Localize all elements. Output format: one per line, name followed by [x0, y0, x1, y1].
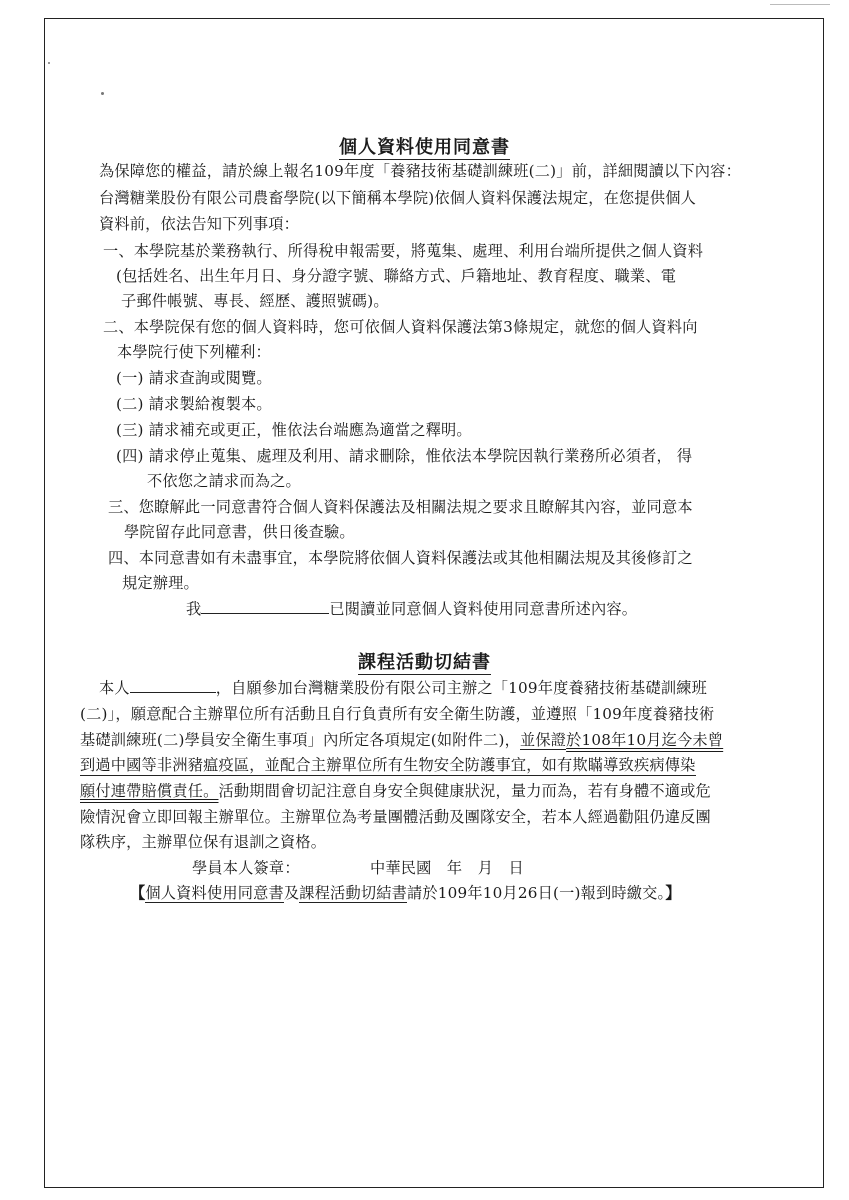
consent-item-2: 本學院行使下列權利：	[117, 343, 271, 361]
bracket-open: 【	[130, 884, 146, 902]
pledge-line	[99, 677, 707, 698]
consent-item-3: 學院留存此同意書，供日後查驗。	[124, 523, 355, 541]
pledge-line	[80, 729, 723, 750]
date-label: 中華民國 年 月 日	[370, 859, 524, 877]
consent-item-4: 四、本同意書如有未盡事宜，本學院將依個人資料保護法或其他相關法規及其後修訂之	[108, 549, 693, 567]
consent-right: 不依您之請求而為之。	[147, 472, 301, 490]
pledge-underlined-text: 並保證	[519, 731, 567, 749]
pledge-name-blank[interactable]	[130, 678, 216, 693]
footer-text: 請於109年10月26日(一)報到時繳交。	[407, 884, 666, 902]
agree-suffix: 已閱讀並同意個人資料使用同意書所述內容。	[329, 600, 638, 618]
consent-right: (二) 請求製給複製本。	[116, 395, 272, 413]
agree-prefix: 我	[186, 600, 202, 618]
consent-agreement	[186, 598, 637, 619]
pledge-text: 本人	[99, 679, 130, 697]
consent-right: (四) 請求停止蒐集、處理及利用、請求刪除，惟依法本學院因執行業務所必須者， 得	[116, 447, 693, 465]
consent-title: 個人資料使用同意書	[339, 137, 510, 158]
pledge-line: (二)」，願意配合主辦單位所有活動且自行負責所有安全衛生防護，並遵照「109年度養豬技術	[80, 705, 715, 723]
consent-intro-line: 台灣糖業股份有限公司農畜學院(以下簡稱本學院)依個人資料保護法規定，在您提供個人	[99, 189, 696, 207]
pledge-line	[80, 780, 711, 801]
pledge-double-underlined-text: 願付連帶賠償責任。	[80, 782, 219, 800]
consent-item-1: (包括姓名、出生年月日、身分證字號、聯絡方式、戶籍地址、教育程度、職業、電	[116, 267, 677, 285]
consent-item-4: 規定辦理。	[122, 574, 199, 592]
pledge-line: 隊秩序，主辦單位保有退訓之資格。	[80, 833, 327, 851]
consent-intro-line: 資料前，依法告知下列事項：	[99, 215, 300, 233]
consent-item-1: 子郵件帳號、專長、經歷、護照號碼)。	[121, 292, 389, 310]
footer-doc-name: 課程活動切結書	[299, 884, 407, 902]
scan-edge-mark	[770, 4, 830, 5]
name-blank[interactable]	[201, 599, 329, 614]
consent-item-1: 一、本學院基於業務執行、所得稅申報需要，將蒐集、處理、利用台端所提供之個人資料	[103, 242, 704, 260]
pledge-line: 險情況會立即回報主辦單位。主辦單位為考量團體活動及團隊安全，若本人經過勸阻仍違反團	[80, 808, 711, 826]
submission-note	[130, 882, 681, 903]
scan-speck	[48, 62, 50, 64]
consent-right: (一) 請求查詢或閱覽。	[116, 369, 272, 387]
pledge-underlined-line: 到過中國等非洲豬瘟疫區，並配合主辦單位所有生物安全防護事宜，如有欺瞞導致疾病傳染	[80, 756, 696, 774]
scan-speck	[101, 92, 104, 95]
consent-right: (三) 請求補充或更正，惟依法台端應為適當之釋明。	[116, 421, 472, 439]
footer-text: 及	[283, 884, 300, 902]
signature-label: 學員本人簽章：	[192, 859, 300, 877]
consent-intro-line: 為保障您的權益，請於線上報名109年度「養豬技術基礎訓練班(二)」前，詳細閱讀以下內容：	[99, 162, 741, 180]
footer-doc-name: 個人資料使用同意書	[145, 884, 284, 902]
pledge-text: 基礎訓練班(二)學員安全衛生事項」內所定各項規定(如附件二)，	[80, 731, 520, 749]
bracket-close: 】	[665, 884, 681, 902]
consent-item-3: 三、您瞭解此一同意書符合個人資料保護法及相關法規之要求且瞭解其內容，並同意本	[108, 498, 693, 516]
pledge-text: 活動期間會切記注意自身安全與健康狀況，量力而為，若有身體不適或危	[218, 782, 711, 800]
consent-item-2: 二、本學院保有您的個人資料時，您可依個人資料保護法第3條規定，就您的個人資料向	[103, 318, 698, 336]
pledge-title: 課程活動切結書	[358, 652, 491, 673]
pledge-double-underlined-text: 於108年10月迄今未曾	[566, 731, 724, 749]
pledge-text: ，自願參加台灣糖業股份有限公司主辦之「109年度養豬技術基礎訓練班	[215, 679, 707, 697]
